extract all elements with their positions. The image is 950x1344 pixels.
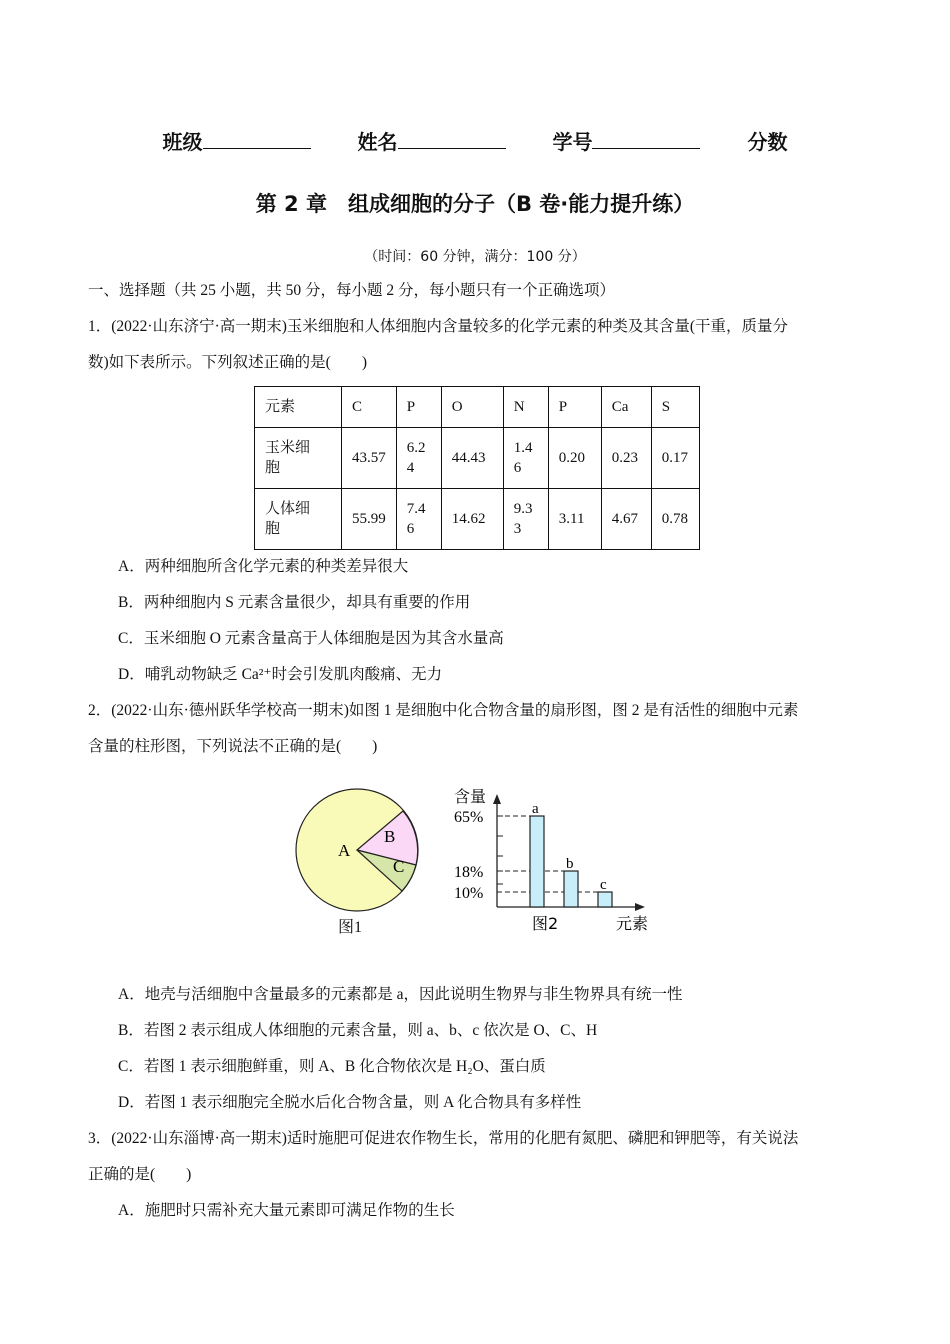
svg-text:c: c [600,877,607,893]
name-blank[interactable] [398,130,506,149]
score-field: 分数 [747,130,788,154]
svg-text:含量: 含量 [454,787,487,806]
q2-stem-line1: 2．(2022·山东·德州跃华学校高一期末)如图 1 是细胞中化合物含量的扇形图，图 2 是有活性的细胞中元素 [88,702,799,719]
student-id-blank[interactable] [592,130,700,149]
pie-label-c: C [393,857,405,876]
student-info-header [0,126,950,155]
svg-text:18%: 18% [454,864,484,881]
svg-text:b: b [566,856,574,872]
class-blank[interactable] [203,130,311,149]
figure-2-bar-chart [440,780,680,940]
class-field[interactable]: 班级 [163,126,311,155]
name-field[interactable]: 姓名 [358,126,506,155]
q3-stem-line2: 正确的是( ) [88,1166,192,1183]
pie-label-b: B [384,827,396,846]
q1-stem-line2: 数)如下表所示。下列叙述正确的是( ) [88,354,367,371]
q2-option-c[interactable]: C．若图 1 表示细胞鲜重，则 A、B 化合物依次是 H₂O、蛋白质 [118,1058,546,1075]
q1-option-c[interactable]: C．玉米细胞 O 元素含量高于人体细胞是因为其含水量高 [118,630,504,647]
q2-option-a[interactable]: A．地壳与活细胞中含量最多的元素都是 a，因此说明生物界与非生物界具有统一性 [118,986,683,1003]
q1-stem-line1: 1．(2022·山东济宁·高一期末)玉米细胞和人体细胞内含量较多的化学元素的种类及其含量(干重，质量分 [88,318,789,335]
svg-text:a: a [532,801,539,817]
q1-option-d[interactable]: D．哺乳动物缺乏 Ca²⁺时会引发肌肉酸痛、无力 [118,666,443,683]
section-heading: 一、选择题（共 25 小题，共 50 分，每小题 2 分，每小题只有一个正确选项） [88,282,616,299]
svg-text:元素: 元素 [616,914,649,933]
q2-option-b[interactable]: B．若图 2 表示组成人体细胞的元素含量，则 a、b、c 依次是 O、C、H [118,1022,598,1039]
element-table [254,386,700,550]
page-title: 第 2 章 组成细胞的分子（B 卷·能力提升练） [255,192,695,216]
q1-option-a[interactable]: A．两种细胞所含化学元素的种类差异很大 [118,558,409,575]
table-header-row: 元素 C P O N P Ca S [255,387,700,428]
exam-info: （时间：60 分钟，满分：100 分） [364,249,586,265]
svg-text:图2: 图2 [532,914,559,933]
bar-a [530,816,544,907]
q2-stem-line2: 含量的柱形图，下列说法不正确的是( ) [88,738,378,755]
svg-text:65%: 65% [454,809,484,826]
q2-option-d[interactable]: D．若图 1 表示细胞完全脱水后化合物含量，则 A 化合物具有多样性 [118,1094,582,1111]
table-row: 玉米细 胞 43.57 6.2 4 44.43 1.4 6 0.20 0.23 0.17 [255,428,700,489]
q1-option-b[interactable]: B．两种细胞内 S 元素含量很少，却具有重要的作用 [118,594,471,611]
q3-option-a[interactable]: A．施肥时只需补充大量元素即可满足作物的生长 [118,1202,455,1219]
bar-c [598,892,612,907]
pie-label-a: A [338,841,351,860]
student-id-field[interactable]: 学号 [552,126,700,155]
table-row: 人体细 胞 55.99 7.4 6 14.62 9.3 3 3.11 4.67 0.78 [255,489,700,550]
svg-text:10%: 10% [454,885,484,902]
figure-1-pie-chart [290,780,430,940]
bar-b [564,871,578,907]
figure-1-caption: 图1 [338,919,363,936]
q3-stem-line1: 3．(2022·山东淄博·高一期末)适时施肥可促进农作物生长，常用的化肥有氮肥、磷肥和钾肥等，有关说法 [88,1130,799,1147]
